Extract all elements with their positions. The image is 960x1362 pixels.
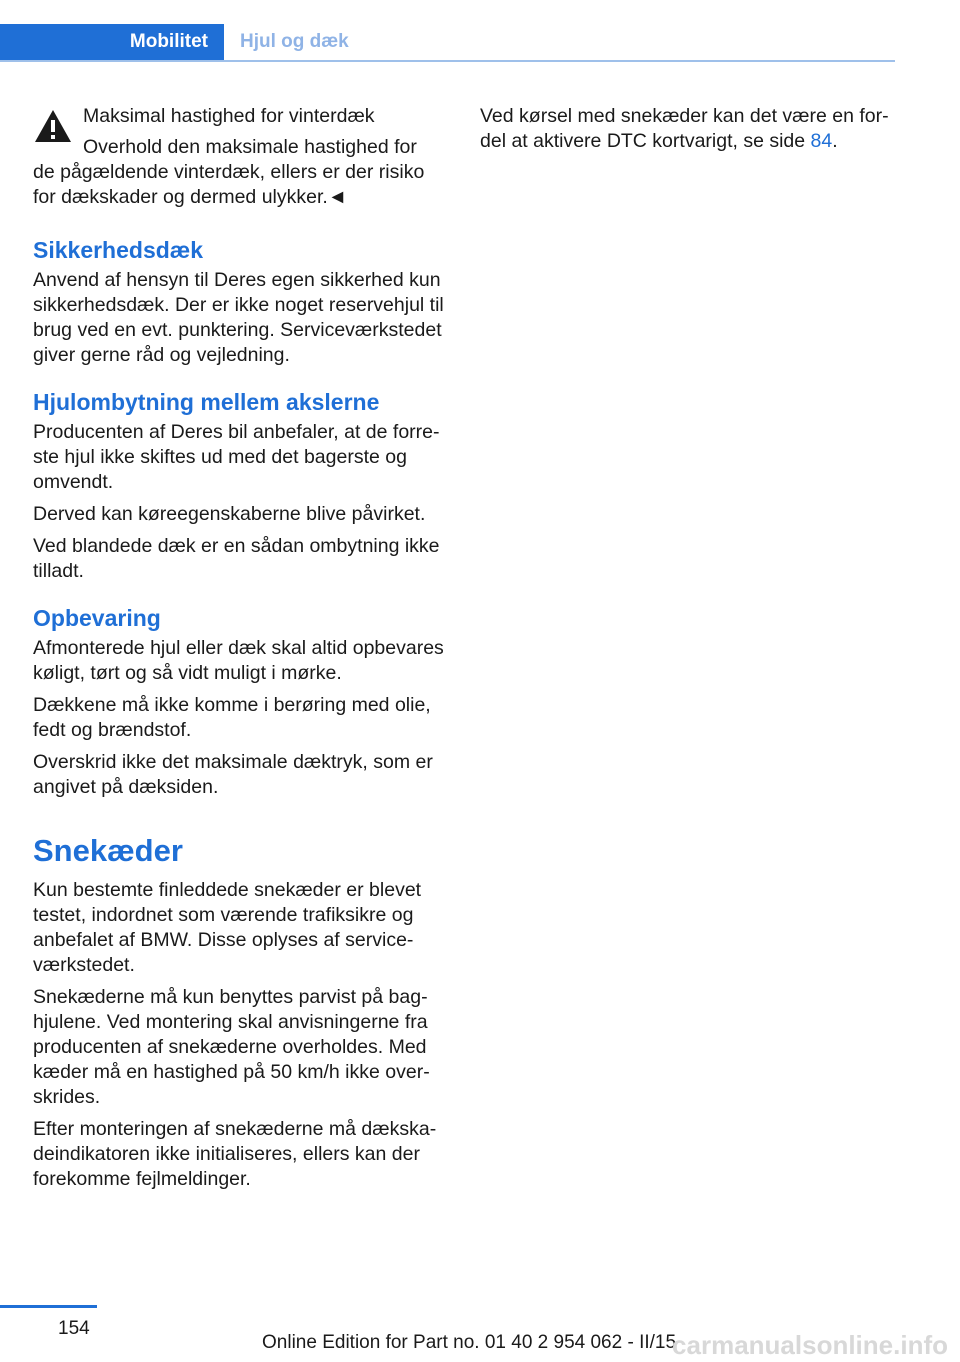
edition-text: Online Edition for Part no. 01 40 2 954 062 - II/15 xyxy=(262,1332,677,1353)
header-divider xyxy=(0,60,895,62)
paragraph: Kun bestemte finleddede snekæder er blevet testet, indordnet som værende trafiksikre og anbefalet af BMW. Disse oplyses af serviceværkstedet. xyxy=(33,879,422,976)
section-heading: Opbevaring xyxy=(33,605,161,631)
right-text: Ved kørsel med snekæder kan det være en fordel at aktivere DTC kortvarigt, se side xyxy=(480,105,889,152)
paragraph: Snekæderne må kun benyttes parvist på baghjulene. Ved montering skal anvisningerne fra producenten af snekæderne overholdes. Med kæder må en hastighed på 50 km/h ikke overskrides. xyxy=(33,986,430,1108)
paragraph: Ved blandede dæk er en sådan ombytning ikke tilladt. xyxy=(33,535,440,582)
warning-box xyxy=(33,104,448,210)
right-tail: . xyxy=(832,130,838,152)
warning-icon xyxy=(33,108,73,144)
paragraph: Dækkene må ikke komme i berøring med olie, fedt og brændstof. xyxy=(33,694,431,741)
paragraph: Anvend af hensyn til Deres egen sikkerhed kun sikkerhedsdæk. Der er ikke noget reservehjul til brug ved en evt. punktering. Serviceværkstedet giver gerne råd og vejledning. xyxy=(33,269,444,366)
warning-title: Maksimal hastighed for vinterdæk xyxy=(83,105,375,127)
right-paragraph xyxy=(480,104,895,154)
paragraph: Derved kan køreegenskaberne blive påvirket. xyxy=(33,503,426,525)
section-opbevaring xyxy=(33,604,448,800)
warning-text: de pågældende vinterdæk, ellers er der risiko for dækskader og dermed ulykker.◄ xyxy=(33,161,425,208)
paragraph: Producenten af Deres bil anbefaler, at de forreste hjul ikke skiftes ud med det bagerste og omvendt. xyxy=(33,421,440,493)
page-number: 154 xyxy=(58,1318,90,1339)
section-hjulombytning xyxy=(33,388,448,584)
warning-text-first: Overhold den maksimale hastighed for xyxy=(83,136,417,158)
section-heading: Sikkerhedsdæk xyxy=(33,237,204,263)
section-heading: Hjulombytning mellem akslerne xyxy=(33,389,380,415)
tab-mobilitet[interactable]: Mobilitet xyxy=(0,24,224,60)
left-column xyxy=(33,104,448,1212)
paragraph: Afmonterede hjul eller dæk skal altid opbevares køligt, tørt og så vidt muligt i mørke. xyxy=(33,637,444,684)
page-link[interactable]: 84 xyxy=(810,130,833,152)
watermark: carmanualsonline.info xyxy=(672,1330,948,1360)
section-snekaeder xyxy=(33,832,448,1192)
section-sikkerhedsdaek xyxy=(33,236,448,368)
right-column xyxy=(480,104,895,161)
chapter-tabs xyxy=(0,24,895,62)
footer-accent-line xyxy=(0,1305,97,1308)
paragraph: Efter monteringen af snekæderne må dækskadeindikatoren ikke initialiseres, ellers kan der forekomme fejlmeldinger. xyxy=(33,1118,437,1190)
paragraph: Overskrid ikke det maksimale dæktryk, som er angivet på dæksiden. xyxy=(33,751,433,798)
tab-hjul-og-daek[interactable]: Hjul og dæk xyxy=(240,31,349,52)
main-heading: Snekæder xyxy=(33,833,183,868)
